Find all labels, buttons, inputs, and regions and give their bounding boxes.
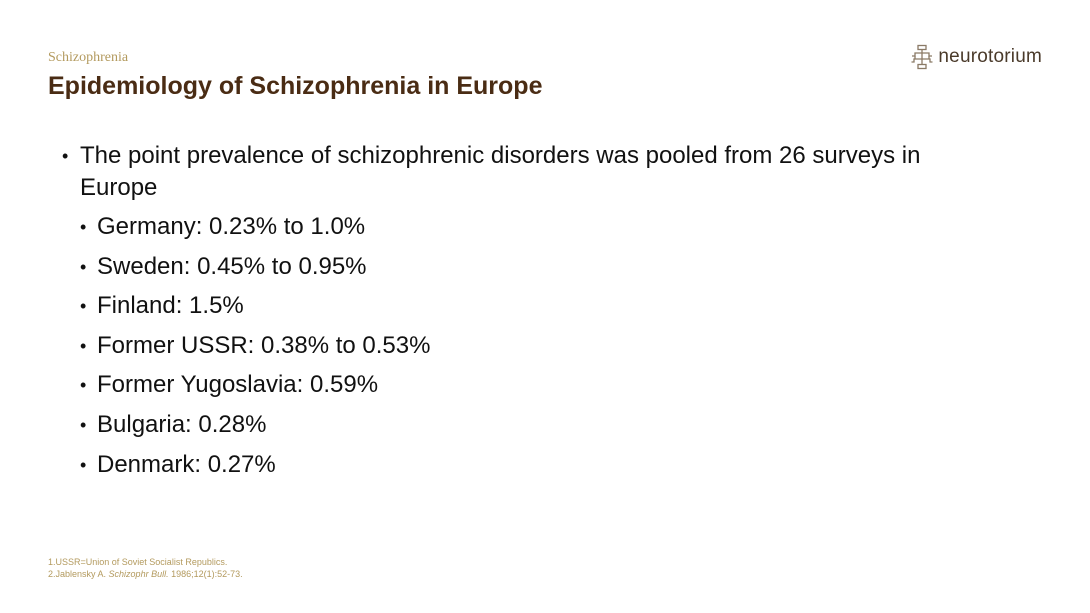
- neurotorium-logo-icon: [910, 44, 934, 70]
- bullet-dot: •: [80, 454, 87, 475]
- page-title: Epidemiology of Schizophrenia in Europe: [48, 72, 543, 100]
- sub-bullet-text: Bulgaria: 0.28%: [97, 410, 267, 438]
- footnotes: [48, 556, 243, 580]
- bullet-dot: •: [80, 256, 87, 277]
- sub-bullet-denmark: [62, 449, 962, 489]
- sub-bullet-text: Sweden: 0.45% to 0.95%: [97, 252, 367, 280]
- main-bullet-text: The point prevalence of schizophrenic disorders was pooled from 26 surveys in Europe: [80, 142, 921, 201]
- logo-text: neurotorium: [938, 46, 1042, 67]
- footnote-2-journal: Schizophr Bull.: [108, 569, 169, 579]
- bullet-dot: •: [80, 296, 87, 317]
- bullet-dot: •: [80, 375, 87, 396]
- sub-bullet-finland: [62, 290, 962, 330]
- bullet-dot: •: [80, 217, 87, 237]
- main-bullet: [62, 140, 962, 204]
- footnote-1: 1.USSR=Union of Soviet Socialist Republics.: [48, 557, 228, 567]
- section-label: Schizophrenia: [48, 50, 129, 65]
- sub-bullet-text: Former USSR: 0.38% to 0.53%: [97, 331, 431, 359]
- footnote-2-author: 2.Jablensky A.: [48, 569, 109, 579]
- sub-bullet-text: Denmark: 0.27%: [97, 450, 276, 478]
- sub-bullet-bulgaria: [62, 409, 962, 449]
- sub-bullet-list: [62, 211, 962, 488]
- sub-bullet-former-ussr: [62, 330, 962, 370]
- bullet-dot: •: [80, 414, 87, 435]
- sub-bullet-sweden: [62, 251, 962, 291]
- bullet-dot: •: [80, 335, 87, 356]
- neurotorium-logo: [910, 44, 1042, 70]
- bullet-dot: •: [62, 146, 69, 166]
- sub-bullet-germany: [62, 211, 962, 251]
- sub-bullet-text: Former Yugoslavia: 0.59%: [97, 371, 379, 399]
- sub-bullet-former-yugoslavia: [62, 369, 962, 409]
- sub-bullet-text: Germany: 0.23% to 1.0%: [97, 213, 366, 240]
- footnote-2-citation: 1986;12(1):52-73.: [168, 569, 243, 579]
- content-body: [62, 140, 962, 488]
- sub-bullet-text: Finland: 1.5%: [97, 292, 244, 320]
- footnote-2: [48, 568, 243, 580]
